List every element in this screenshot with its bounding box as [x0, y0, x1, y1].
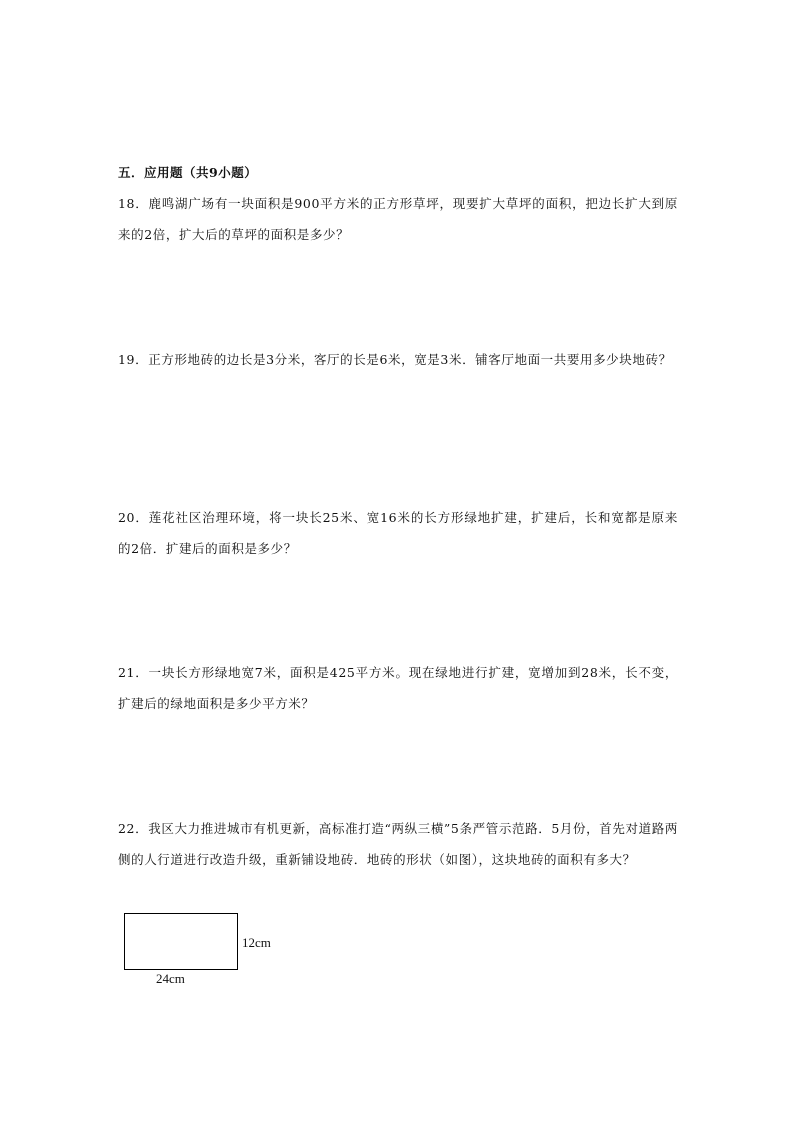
tile-width-label: 24cm	[156, 971, 185, 986]
section-title: 五．应用题（共9小题）	[118, 165, 258, 180]
question-18: 18．鹿鸣湖广场有一块面积是900平方米的正方形草坪，现要扩大草坪的面积，把边长扩大到原来的2倍，扩大后的草坪的面积是多少？	[118, 196, 678, 242]
question-21: 21．一块长方形绿地宽7米，面积是425平方米。现在绿地进行扩建，宽增加到28米，长不变，扩建后的绿地面积是多少平方米？	[118, 665, 678, 711]
question-22: 22．我区大力推进城市有机更新，高标准打造“两纵三横”5条严管示范路．5月份，首先对道路两侧的人行道进行改造升级，重新铺设地砖．地砖的形状（如图），这块地砖的面积有多大？	[118, 821, 678, 867]
tile-rectangle	[124, 913, 238, 970]
question-20: 20．莲花社区治理环境，将一块长25米、宽16米的长方形绿地扩建，扩建后，长和宽都是原来的2倍．扩建后的面积是多少？	[118, 510, 678, 556]
tile-height-label: 12cm	[242, 935, 271, 950]
question-19: 19．正方形地砖的边长是3分米，客厅的长是6米，宽是3米．铺客厅地面一共要用多少块地砖？	[118, 352, 672, 367]
tile-figure	[118, 905, 318, 995]
